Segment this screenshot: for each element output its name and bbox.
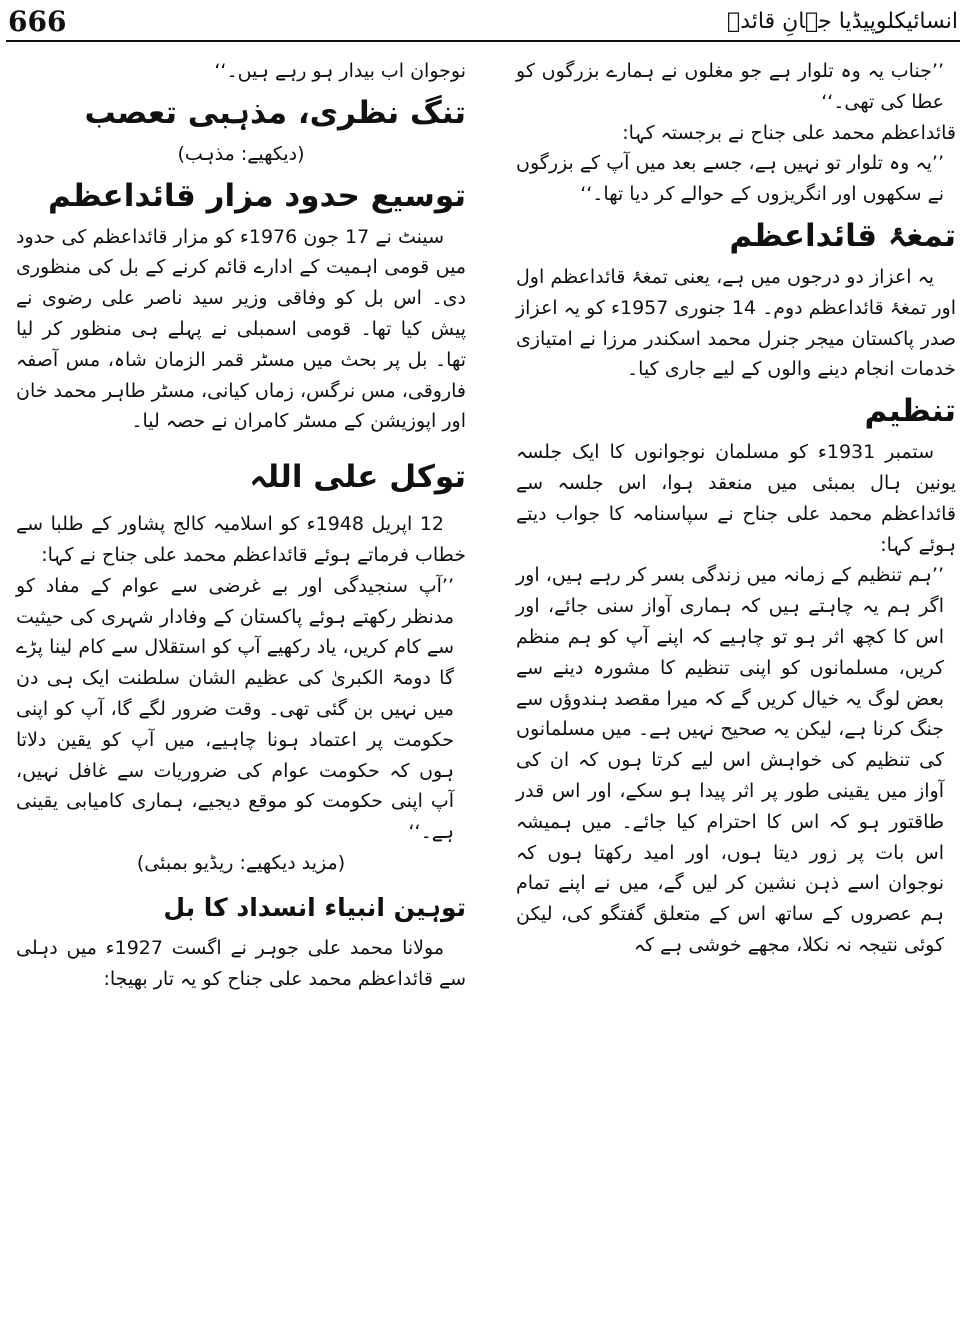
- section-heading: تمغۂ قائداعظم: [729, 217, 956, 254]
- body-paragraph: یہ اعزاز دو درجوں میں ہے، یعنی تمغۂ قائداعظم اول اور تمغۂ قائداعظم دوم۔ 14 جنوری 1957ء کو یہ اعزاز صدر پاکستان میجر جنرل محمد اسکندر مرزا نے امتیازی خدمات انجام دینے والوں کے لیے جاری کیا۔: [516, 265, 957, 381]
- quote-paragraph: ’’جناب یہ وہ تلوار ہے جو مغلوں نے ہمارے بزرگوں کو عطا کی تھی۔‘‘: [516, 60, 944, 113]
- right-column: [516, 56, 956, 961]
- running-title: انسائیکلوپیڈیا جہانِ قائدؒ: [727, 9, 958, 34]
- quote-paragraph: ’’آپ سنجیدگی اور بے غرضی سے عوام کے مفاد کو مدنظر رکھتے ہوئے پاکستان کے وفادار شہری کی حیثیت سے کام کریں، یاد رکھیے آپ کو استقلال سے کام لینا پڑے گا دومۃ الکبریٰ کی عظیم الشان سلطنت ایک ہی دن میں نہیں بن گئی تھی۔ وقت ضرور لگے گا، آپ کو اپنی حکومت پر اعتماد ہونا چاہیے، میں آپ کو یقین دلاتا ہوں کہ حکومت عوام کی ضروریات سے غافل نہیں، آپ اپنی حکومت کو موقع دیجیے، ہماری کامیابی یقینی ہے۔‘‘: [16, 574, 454, 844]
- body-paragraph: مولانا محمد علی جوہر نے اگست 1927ء میں دہلی سے قائداعظم محمد علی جناح کو یہ تار بھیجا:: [16, 936, 466, 990]
- section-heading: تنگ نظری، مذہبی تعصب: [84, 94, 466, 131]
- body-paragraph: نوجوان اب بیدار ہو رہے ہیں۔‘‘: [214, 60, 466, 82]
- page-header: [6, 4, 960, 42]
- section-heading: توکل علی اللہ: [249, 459, 466, 496]
- page-number: 666: [8, 5, 67, 38]
- quote-paragraph: ’’یہ وہ تلوار تو نہیں ہے، جسے بعد میں آپ کے بزرگوں نے سکھوں اور انگریزوں کے حوالے کر دیا تھا۔‘‘: [516, 152, 944, 206]
- left-column: [16, 56, 466, 994]
- section-heading: توسیع حدود مزار قائداعظم: [48, 177, 466, 214]
- see-also-reference: (مزید دیکھیے: ریڈیو بمبئی): [136, 851, 346, 874]
- body-paragraph: ستمبر 1931ء کو مسلمان نوجوانوں کا ایک جلسہ یونین ہال بمبئی میں منعقد ہوا، اس جلسہ سے قائداعظم محمد علی جناح نے سپاسنامہ کا جواب دیتے ہوئے کہا:: [516, 441, 956, 556]
- body-paragraph: قائداعظم محمد علی جناح نے برجستہ کہا:: [622, 121, 956, 144]
- section-heading: توہین انبیاء انسداد کا بل: [163, 892, 466, 922]
- see-also-reference: (دیکھیے: مذہب): [177, 142, 305, 165]
- body-paragraph: 12 اپریل 1948ء کو اسلامیہ کالج پشاور کے طلبا سے خطاب فرماتے ہوئے قائداعظم محمد علی جناح نے کہا:: [16, 513, 466, 566]
- section-heading: تنظیم: [864, 393, 956, 430]
- quote-paragraph: ’’ہم تنظیم کے زمانہ میں زندگی بسر کر رہے ہیں، اور اگر ہم یہ چاہتے ہیں کہ ہماری آواز سنی جائے، اور اس کا کچھ اثر ہو تو چاہیے کہ اپنے آپ کو ہم منظم کریں، مسلمانوں کو اپنی تنظیم کا مشورہ دینے سے بعض لوگ یہ خیال کریں گے کہ میرا مقصد ہندوؤں سے جنگ کرنا ہے، لیکن یہ صحیح نہیں ہے۔ میں مسلمانوں کی تنظیم کی خواہش اس لیے کرتا ہوں کہ ان کی آواز میں یقینی طور پر اثر پیدا ہو سکے، اور اس قدر طاقتور ہو کہ اس کا احترام کیا جائے۔ میں ہمیشہ اس بات پر زور دیتا ہوں، اور امید رکھتا ہوں کہ نوجوان اسے ذہن نشین کر لیں گے، میں نے اپنے تمام ہم عصروں کے ساتھ اس کے متعلق گفتگو کی، لیکن کوئی نتیجہ نہ نکلا، مجھے خوشی ہے کہ: [516, 564, 944, 956]
- body-paragraph: سینٹ نے 17 جون 1976ء کو مزار قائداعظم کی حدود میں قومی اہمیت کے ادارے قائم کرنے کے بل کی منظوری دی۔ اس بل کو وفاقی وزیر سید ناصر علی رضوی نے پیش کیا تھا۔ قومی اسمبلی نے پہلے ہی منظور کر لیا تھا۔ بل پر بحث میں مسٹر قمر الزمان شاہ، مس آصفہ فاروقی، مس نرگس، زماں کیانی، مسٹر طاہر محمد خان اور اپوزیشن کے مسٹر کامران نے حصہ لیا۔: [16, 225, 466, 433]
